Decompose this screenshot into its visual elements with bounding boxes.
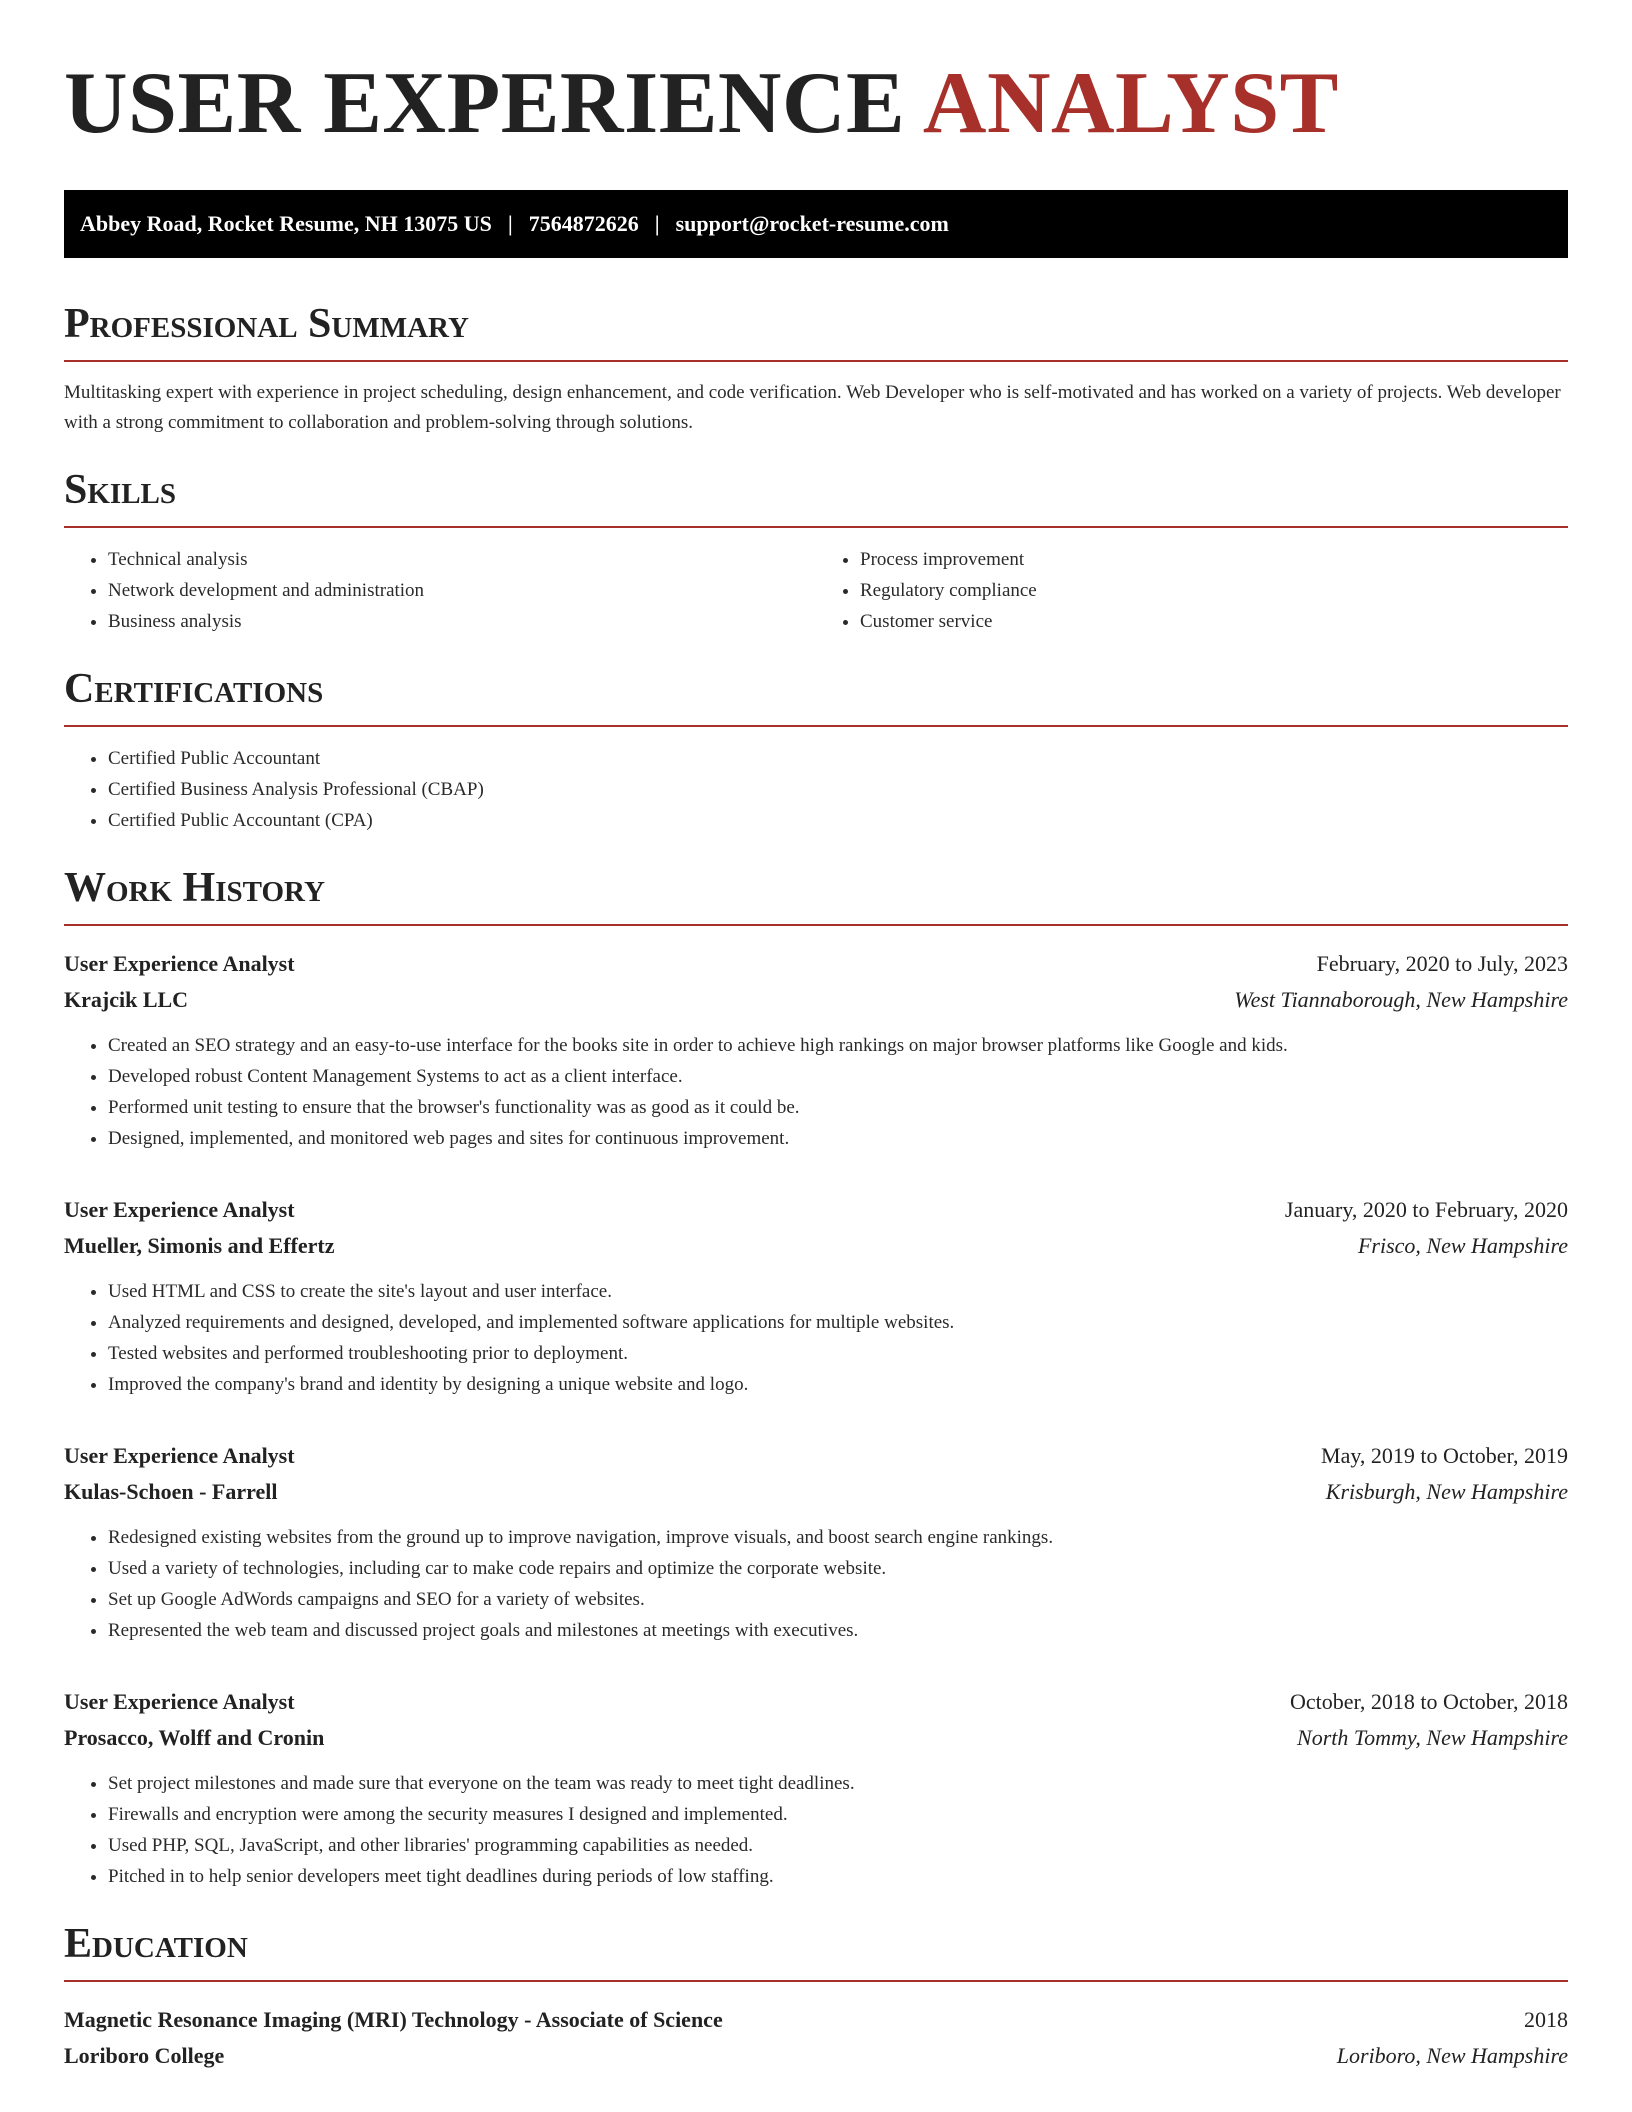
- education-entry: [64, 2002, 1568, 2074]
- job-dates: May, 2019 to October, 2019: [1321, 1443, 1568, 1468]
- job-bullets: [64, 1030, 1568, 1154]
- work-history-heading: Work History: [64, 866, 1568, 926]
- job-bullets: [64, 1276, 1568, 1400]
- summary-text: Multitasking expert with experience in project scheduling, design enhancement, and code verification. Web Developer who is self-motivated and has worked on a variety of projects. Web developer with a strong commitment to collaboration and problem-solving through solutions.: [64, 382, 1561, 433]
- job-bullet: • Developed robust Content Management Systems to act as a client interface.: [108, 1061, 1568, 1092]
- job-bullets: [64, 1522, 1568, 1646]
- skill-item: • Technical analysis: [108, 544, 816, 575]
- education-year: 2018: [1524, 2007, 1568, 2032]
- job-bullet: • Redesigned existing websites from the ground up to improve navigation, improve visuals, and boost search engine rankings.: [108, 1522, 1568, 1553]
- skill-item: • Regulatory compliance: [860, 575, 1568, 606]
- job-company: Krajcik LLC: [64, 987, 189, 1012]
- job-bullet: • Set up Google AdWords campaigns and SEO for a variety of websites.: [108, 1584, 1568, 1615]
- job-bullet: • Improved the company's brand and identity by designing a unique website and logo.: [108, 1369, 1568, 1400]
- skill-item: • Process improvement: [860, 544, 1568, 575]
- job-entry: [64, 1192, 1568, 1400]
- skill-item: • Customer service: [860, 606, 1568, 637]
- job-title: User Experience Analyst: [64, 1443, 295, 1468]
- summary-section: [64, 302, 1568, 438]
- job-bullet: • Represented the web team and discussed project goals and milestones at meetings with executives.: [108, 1615, 1568, 1646]
- title-primary: USER EXPERIENCE: [64, 55, 906, 152]
- certifications-heading: Certifications: [64, 667, 1568, 727]
- certification-item: • Certified Public Accountant (CPA): [108, 805, 1568, 836]
- job-bullet: • Designed, implemented, and monitored web pages and sites for continuous improvement.: [108, 1123, 1568, 1154]
- job-bullet: • Used a variety of technologies, including car to make code repairs and optimize the corporate website.: [108, 1553, 1568, 1584]
- job-location: Krisburgh, New Hampshire: [1325, 1479, 1568, 1504]
- summary-heading: Professional Summary: [64, 302, 1568, 362]
- job-title: User Experience Analyst: [64, 951, 295, 976]
- contact-address: Abbey Road, Rocket Resume, NH 13075 US: [80, 211, 492, 236]
- education-degree: Magnetic Resonance Imaging (MRI) Technology - Associate of Science: [64, 2007, 723, 2032]
- job-bullet: • Used HTML and CSS to create the site's layout and user interface.: [108, 1276, 1568, 1307]
- education-heading: Education: [64, 1922, 1568, 1982]
- skills-column-2: [816, 544, 1568, 637]
- skills-grid: [64, 528, 1568, 637]
- certification-item: • Certified Public Accountant: [108, 743, 1568, 774]
- contact-email[interactable]: support@rocket-resume.com: [675, 211, 949, 236]
- skills-heading: Skills: [64, 468, 1568, 528]
- job-bullets: [64, 1768, 1568, 1892]
- skill-item: • Business analysis: [108, 606, 816, 637]
- education-location: Loriboro, New Hampshire: [1336, 2043, 1568, 2068]
- job-location: Frisco, New Hampshire: [1357, 1233, 1568, 1258]
- job-bullet: • Pitched in to help senior developers meet tight deadlines during periods of low staffing.: [108, 1861, 1568, 1892]
- resume-title: [64, 55, 1568, 152]
- job-bullet: • Created an SEO strategy and an easy-to-use interface for the books site in order to achieve high rankings on major browser platforms like Google and kids.: [108, 1030, 1568, 1061]
- education-school: Loriboro College: [64, 2043, 225, 2068]
- certifications-section: [64, 667, 1568, 836]
- skill-item: • Network development and administration: [108, 575, 816, 606]
- job-entry: [64, 1684, 1568, 1892]
- job-bullet: • Analyzed requirements and designed, developed, and implemented software applications for multiple websites.: [108, 1307, 1568, 1338]
- contact-separator: |: [654, 211, 660, 236]
- job-dates: February, 2020 to July, 2023: [1316, 951, 1568, 976]
- job-entry: [64, 946, 1568, 1154]
- education-section: [64, 1922, 1568, 2074]
- skills-section: [64, 468, 1568, 637]
- job-company: Prosacco, Wolff and Cronin: [64, 1725, 325, 1750]
- job-location: North Tommy, New Hampshire: [1297, 1725, 1568, 1750]
- contact-bar: [64, 190, 1568, 258]
- job-bullet: • Tested websites and performed troubleshooting prior to deployment.: [108, 1338, 1568, 1369]
- job-dates: October, 2018 to October, 2018: [1289, 1689, 1568, 1714]
- contact-separator: |: [507, 211, 513, 236]
- job-title: User Experience Analyst: [64, 1689, 295, 1714]
- job-bullet: • Used PHP, SQL, JavaScript, and other libraries' programming capabilities as needed.: [108, 1830, 1568, 1861]
- skills-column-1: [64, 544, 816, 637]
- job-bullet: • Performed unit testing to ensure that the browser's functionality was as good as it could be.: [108, 1092, 1568, 1123]
- title-accent: ANALYST: [922, 55, 1339, 152]
- job-bullet: • Set project milestones and made sure that everyone on the team was ready to meet tight deadlines.: [108, 1768, 1568, 1799]
- work-history-section: [64, 866, 1568, 1892]
- job-title: User Experience Analyst: [64, 1197, 295, 1222]
- job-company: Mueller, Simonis and Effertz: [64, 1233, 335, 1258]
- job-location: West Tiannaborough, New Hampshire: [1234, 987, 1568, 1012]
- job-dates: January, 2020 to February, 2020: [1284, 1197, 1568, 1222]
- job-bullet: • Firewalls and encryption were among the security measures I designed and implemented.: [108, 1799, 1568, 1830]
- certification-item: • Certified Business Analysis Professional (CBAP): [108, 774, 1568, 805]
- contact-phone[interactable]: 7564872626: [528, 211, 639, 236]
- certifications-list: [64, 743, 1568, 836]
- job-company: Kulas-Schoen - Farrell: [64, 1479, 278, 1504]
- job-entry: [64, 1438, 1568, 1646]
